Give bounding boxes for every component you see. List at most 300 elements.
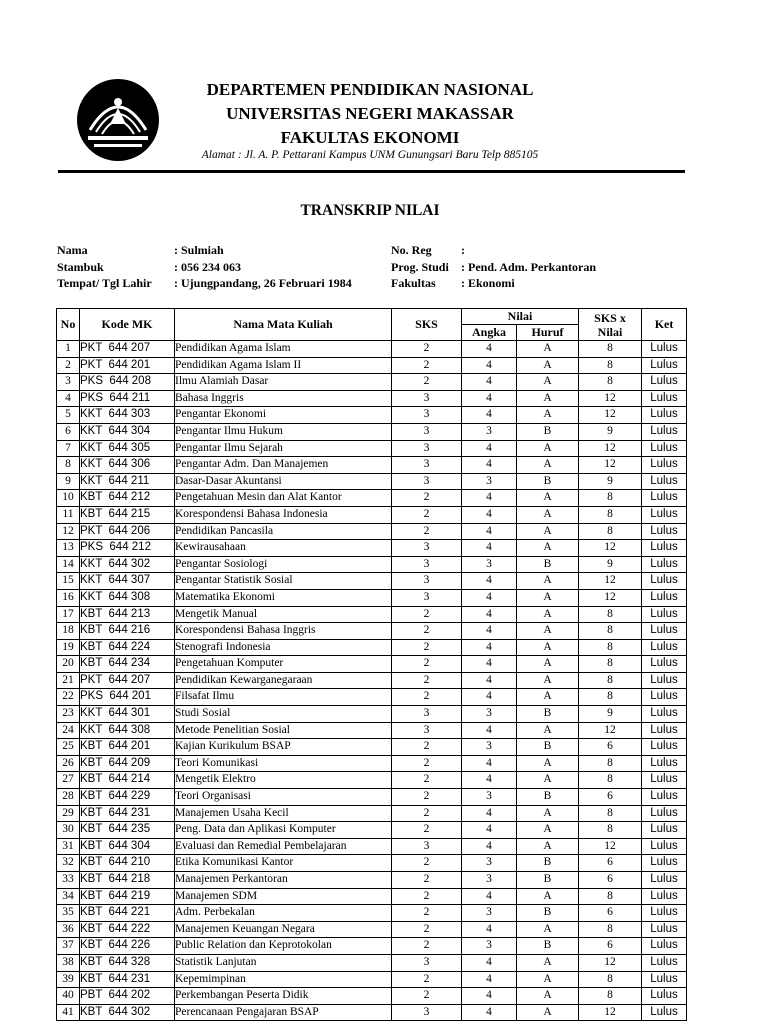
cell-no: 15 xyxy=(57,573,80,590)
cell-angka: 4 xyxy=(462,672,517,689)
cell-no: 12 xyxy=(57,523,80,540)
cell-kode: KKT 644 301 xyxy=(80,706,175,723)
cell-ket: Lulus xyxy=(642,971,687,988)
cell-nama: Korespondensi Bahasa Indonesia xyxy=(175,506,392,523)
cell-angka: 4 xyxy=(462,573,517,590)
cell-sksx-nilai: 9 xyxy=(579,556,642,573)
cell-nama: Kewirausahaan xyxy=(175,540,392,557)
cell-huruf: A xyxy=(517,1004,579,1021)
cell-angka: 4 xyxy=(462,689,517,706)
header-university: UNIVERSITAS NEGERI MAKASSAR xyxy=(226,104,514,123)
cell-sks: 3 xyxy=(392,423,462,440)
cell-sks: 2 xyxy=(392,523,462,540)
cell-no: 31 xyxy=(57,838,80,855)
cell-kode: KKT 644 304 xyxy=(80,423,175,440)
cell-nama: Adm. Perbekalan xyxy=(175,905,392,922)
cell-kode: KKT 644 302 xyxy=(80,556,175,573)
cell-huruf: A xyxy=(517,540,579,557)
cell-kode: KBT 644 212 xyxy=(80,490,175,507)
cell-ket: Lulus xyxy=(642,672,687,689)
cell-sksx-nilai: 6 xyxy=(579,938,642,955)
table-row xyxy=(57,755,687,772)
cell-sksx-nilai: 8 xyxy=(579,523,642,540)
cell-nama: Pengantar Ekonomi xyxy=(175,407,392,424)
cell-huruf: B xyxy=(517,905,579,922)
cell-kode: KBT 644 201 xyxy=(80,739,175,756)
table-row xyxy=(57,656,687,673)
cell-no: 38 xyxy=(57,954,80,971)
cell-ket: Lulus xyxy=(642,457,687,474)
col-header-kode: Kode MK xyxy=(80,309,175,341)
cell-nama: Kajian Kurikulum BSAP xyxy=(175,739,392,756)
cell-ket: Lulus xyxy=(642,755,687,772)
cell-ket: Lulus xyxy=(642,805,687,822)
table-row xyxy=(57,357,687,374)
cell-ket: Lulus xyxy=(642,639,687,656)
cell-kode: KBT 644 231 xyxy=(80,971,175,988)
cell-sks: 3 xyxy=(392,1004,462,1021)
cell-angka: 4 xyxy=(462,805,517,822)
label-noreg: No. Reg xyxy=(391,243,432,257)
cell-ket: Lulus xyxy=(642,357,687,374)
table-row xyxy=(57,606,687,623)
cell-ket: Lulus xyxy=(642,423,687,440)
table-row xyxy=(57,341,687,358)
cell-no: 29 xyxy=(57,805,80,822)
cell-ket: Lulus xyxy=(642,490,687,507)
cell-huruf: B xyxy=(517,872,579,889)
table-row xyxy=(57,722,687,739)
cell-huruf: A xyxy=(517,639,579,656)
table-row xyxy=(57,423,687,440)
cell-angka: 4 xyxy=(462,357,517,374)
cell-kode: KKT 644 305 xyxy=(80,440,175,457)
cell-kode: PKT 644 206 xyxy=(80,523,175,540)
cell-kode: KBT 644 224 xyxy=(80,639,175,656)
cell-no: 34 xyxy=(57,888,80,905)
cell-ket: Lulus xyxy=(642,623,687,640)
cell-nama: Manajemen Keuangan Negara xyxy=(175,921,392,938)
cell-ket: Lulus xyxy=(642,407,687,424)
cell-kode: KKT 644 308 xyxy=(80,722,175,739)
cell-sks: 2 xyxy=(392,872,462,889)
cell-no: 7 xyxy=(57,440,80,457)
table-row xyxy=(57,805,687,822)
col-header-sks: SKS xyxy=(392,309,462,341)
cell-huruf: A xyxy=(517,805,579,822)
cell-huruf: A xyxy=(517,954,579,971)
cell-nama: Perkembangan Peserta Didik xyxy=(175,988,392,1005)
cell-huruf: A xyxy=(517,490,579,507)
cell-nama: Pengantar Statistik Sosial xyxy=(175,573,392,590)
cell-angka: 4 xyxy=(462,390,517,407)
cell-sks: 3 xyxy=(392,838,462,855)
cell-sks: 2 xyxy=(392,921,462,938)
col-header-nilai2: Nilai xyxy=(597,324,623,339)
cell-no: 14 xyxy=(57,556,80,573)
cell-huruf: A xyxy=(517,772,579,789)
col-header-angka: Angka xyxy=(462,325,517,341)
cell-nama: Statistik Lanjutan xyxy=(175,954,392,971)
table-row xyxy=(57,457,687,474)
value-noreg: : xyxy=(461,243,465,257)
cell-kode: PKS 644 212 xyxy=(80,540,175,557)
header-faculty: FAKULTAS EKONOMI xyxy=(280,128,460,147)
cell-no: 30 xyxy=(57,822,80,839)
cell-ket: Lulus xyxy=(642,440,687,457)
cell-ket: Lulus xyxy=(642,772,687,789)
cell-kode: PKS 644 211 xyxy=(80,390,175,407)
cell-ket: Lulus xyxy=(642,1004,687,1021)
cell-huruf: A xyxy=(517,672,579,689)
col-header-no: No xyxy=(57,309,80,341)
cell-sks: 2 xyxy=(392,689,462,706)
cell-kode: PBT 644 202 xyxy=(80,988,175,1005)
cell-sksx-nilai: 8 xyxy=(579,490,642,507)
cell-huruf: A xyxy=(517,988,579,1005)
cell-no: 27 xyxy=(57,772,80,789)
cell-sks: 2 xyxy=(392,656,462,673)
cell-kode: PKT 644 207 xyxy=(80,672,175,689)
cell-nama: Peng. Data dan Aplikasi Komputer xyxy=(175,822,392,839)
cell-sksx-nilai: 12 xyxy=(579,838,642,855)
cell-nama: Mengetik Elektro xyxy=(175,772,392,789)
cell-kode: KBT 644 231 xyxy=(80,805,175,822)
cell-kode: KBT 644 304 xyxy=(80,838,175,855)
cell-kode: KKT 644 307 xyxy=(80,573,175,590)
cell-angka: 3 xyxy=(462,739,517,756)
cell-nama: Pengetahuan Komputer xyxy=(175,656,392,673)
cell-nama: Korespondensi Bahasa Inggris xyxy=(175,623,392,640)
col-header-huruf: Huruf xyxy=(517,325,579,341)
cell-sksx-nilai: 8 xyxy=(579,506,642,523)
cell-sksx-nilai: 8 xyxy=(579,988,642,1005)
cell-sks: 2 xyxy=(392,374,462,391)
cell-angka: 4 xyxy=(462,457,517,474)
cell-sksx-nilai: 6 xyxy=(579,872,642,889)
cell-kode: KBT 644 235 xyxy=(80,822,175,839)
table-row xyxy=(57,374,687,391)
table-row xyxy=(57,523,687,540)
table-row xyxy=(57,573,687,590)
cell-angka: 3 xyxy=(462,556,517,573)
cell-sksx-nilai: 12 xyxy=(579,954,642,971)
cell-huruf: A xyxy=(517,838,579,855)
cell-huruf: A xyxy=(517,656,579,673)
value-nama: : Sulmiah xyxy=(174,243,224,257)
cell-nama: Evaluasi dan Remedial Pembelajaran xyxy=(175,838,392,855)
cell-huruf: A xyxy=(517,589,579,606)
cell-sksx-nilai: 12 xyxy=(579,573,642,590)
cell-nama: Perencanaan Pengajaran BSAP xyxy=(175,1004,392,1021)
student-right-values xyxy=(461,242,596,292)
cell-sks: 3 xyxy=(392,573,462,590)
cell-sks: 2 xyxy=(392,805,462,822)
cell-nama: Teori Komunikasi xyxy=(175,755,392,772)
cell-sksx-nilai: 12 xyxy=(579,457,642,474)
cell-nama: Manajemen SDM xyxy=(175,888,392,905)
table-row xyxy=(57,789,687,806)
header-department: DEPARTEMEN PENDIDIKAN NASIONAL xyxy=(206,80,534,99)
cell-sks: 3 xyxy=(392,407,462,424)
col-header-nama: Nama Mata Kuliah xyxy=(175,309,392,341)
cell-sks: 3 xyxy=(392,390,462,407)
cell-ket: Lulus xyxy=(642,341,687,358)
cell-sks: 3 xyxy=(392,722,462,739)
cell-ket: Lulus xyxy=(642,390,687,407)
table-row xyxy=(57,540,687,557)
cell-nama: Pengetahuan Mesin dan Alat Kantor xyxy=(175,490,392,507)
cell-kode: KBT 644 302 xyxy=(80,1004,175,1021)
table-row xyxy=(57,938,687,955)
cell-kode: KBT 644 218 xyxy=(80,872,175,889)
cell-sksx-nilai: 12 xyxy=(579,722,642,739)
cell-sksx-nilai: 8 xyxy=(579,357,642,374)
cell-huruf: B xyxy=(517,473,579,490)
cell-ket: Lulus xyxy=(642,540,687,557)
cell-huruf: A xyxy=(517,921,579,938)
cell-nama: Studi Sosial xyxy=(175,706,392,723)
cell-ket: Lulus xyxy=(642,722,687,739)
col-header-sksx: SKS x xyxy=(594,310,626,325)
cell-sks: 3 xyxy=(392,589,462,606)
col-header-sksx-nilai xyxy=(579,309,642,341)
cell-angka: 4 xyxy=(462,639,517,656)
cell-sks: 2 xyxy=(392,506,462,523)
cell-sksx-nilai: 12 xyxy=(579,1004,642,1021)
cell-sksx-nilai: 6 xyxy=(579,789,642,806)
cell-nama: Matematika Ekonomi xyxy=(175,589,392,606)
value-ttl: : Ujungpandang, 26 Februari 1984 xyxy=(174,276,352,290)
cell-sks: 2 xyxy=(392,739,462,756)
cell-sks: 3 xyxy=(392,706,462,723)
cell-nama: Mengetik Manual xyxy=(175,606,392,623)
cell-nama: Teori Organisasi xyxy=(175,789,392,806)
col-header-ket: Ket xyxy=(642,309,687,341)
cell-angka: 4 xyxy=(462,988,517,1005)
table-row xyxy=(57,390,687,407)
cell-kode: KBT 644 210 xyxy=(80,855,175,872)
cell-sks: 2 xyxy=(392,639,462,656)
value-prodi: : Pend. Adm. Perkantoran xyxy=(461,259,596,274)
cell-ket: Lulus xyxy=(642,905,687,922)
cell-sks: 2 xyxy=(392,341,462,358)
cell-kode: KBT 644 219 xyxy=(80,888,175,905)
cell-sksx-nilai: 8 xyxy=(579,656,642,673)
cell-angka: 4 xyxy=(462,1004,517,1021)
cell-nama: Dasar-Dasar Akuntansi xyxy=(175,473,392,490)
cell-huruf: A xyxy=(517,374,579,391)
cell-no: 20 xyxy=(57,656,80,673)
cell-angka: 3 xyxy=(462,789,517,806)
cell-nama: Pendidikan Agama Islam xyxy=(175,341,392,358)
cell-sks: 2 xyxy=(392,971,462,988)
cell-no: 32 xyxy=(57,855,80,872)
cell-nama: Etika Komunikasi Kantor xyxy=(175,855,392,872)
cell-angka: 4 xyxy=(462,971,517,988)
cell-angka: 3 xyxy=(462,706,517,723)
cell-kode: KBT 644 229 xyxy=(80,789,175,806)
table-row xyxy=(57,855,687,872)
value-stambuk: : 056 234 063 xyxy=(174,259,241,274)
cell-sksx-nilai: 8 xyxy=(579,755,642,772)
table-row xyxy=(57,971,687,988)
cell-angka: 4 xyxy=(462,888,517,905)
cell-no: 5 xyxy=(57,407,80,424)
table-row xyxy=(57,921,687,938)
table-row xyxy=(57,407,687,424)
cell-no: 16 xyxy=(57,589,80,606)
cell-nama: Kepemimpinan xyxy=(175,971,392,988)
cell-no: 22 xyxy=(57,689,80,706)
table-row xyxy=(57,1004,687,1021)
cell-sksx-nilai: 12 xyxy=(579,407,642,424)
cell-ket: Lulus xyxy=(642,589,687,606)
cell-sksx-nilai: 8 xyxy=(579,374,642,391)
cell-kode: PKS 644 208 xyxy=(80,374,175,391)
label-fakultas: Fakultas xyxy=(391,276,436,290)
table-row xyxy=(57,639,687,656)
cell-huruf: A xyxy=(517,390,579,407)
cell-sksx-nilai: 8 xyxy=(579,888,642,905)
cell-ket: Lulus xyxy=(642,988,687,1005)
table-row xyxy=(57,739,687,756)
cell-sksx-nilai: 6 xyxy=(579,855,642,872)
cell-sks: 2 xyxy=(392,988,462,1005)
table-row xyxy=(57,672,687,689)
cell-sks: 3 xyxy=(392,954,462,971)
cell-huruf: A xyxy=(517,457,579,474)
label-stambuk: Stambuk xyxy=(57,259,104,274)
cell-angka: 4 xyxy=(462,523,517,540)
cell-huruf: A xyxy=(517,755,579,772)
table-row xyxy=(57,905,687,922)
table-row xyxy=(57,838,687,855)
table-row xyxy=(57,623,687,640)
cell-huruf: B xyxy=(517,938,579,955)
cell-ket: Lulus xyxy=(642,739,687,756)
cell-ket: Lulus xyxy=(642,374,687,391)
cell-ket: Lulus xyxy=(642,606,687,623)
cell-sksx-nilai: 6 xyxy=(579,905,642,922)
cell-angka: 4 xyxy=(462,822,517,839)
cell-sks: 2 xyxy=(392,357,462,374)
cell-huruf: B xyxy=(517,855,579,872)
cell-nama: Pendidikan Pancasila xyxy=(175,523,392,540)
cell-huruf: B xyxy=(517,706,579,723)
cell-huruf: A xyxy=(517,606,579,623)
cell-kode: KKT 644 211 xyxy=(80,473,175,490)
cell-nama: Pengantar Adm. Dan Manajemen xyxy=(175,457,392,474)
cell-no: 40 xyxy=(57,988,80,1005)
cell-angka: 4 xyxy=(462,506,517,523)
cell-huruf: A xyxy=(517,407,579,424)
table-row xyxy=(57,706,687,723)
cell-angka: 4 xyxy=(462,341,517,358)
cell-kode: KBT 644 214 xyxy=(80,772,175,789)
cell-sksx-nilai: 8 xyxy=(579,672,642,689)
cell-angka: 4 xyxy=(462,838,517,855)
label-nama: Nama xyxy=(57,243,88,257)
cell-sksx-nilai: 6 xyxy=(579,739,642,756)
cell-sksx-nilai: 12 xyxy=(579,390,642,407)
cell-angka: 3 xyxy=(462,423,517,440)
cell-kode: PKS 644 201 xyxy=(80,689,175,706)
cell-ket: Lulus xyxy=(642,954,687,971)
cell-ket: Lulus xyxy=(642,556,687,573)
table-row xyxy=(57,954,687,971)
student-right-labels xyxy=(391,242,449,292)
cell-ket: Lulus xyxy=(642,656,687,673)
cell-sks: 2 xyxy=(392,606,462,623)
cell-kode: KBT 644 234 xyxy=(80,656,175,673)
cell-huruf: A xyxy=(517,506,579,523)
cell-no: 28 xyxy=(57,789,80,806)
cell-no: 4 xyxy=(57,390,80,407)
cell-huruf: A xyxy=(517,722,579,739)
cell-sks: 3 xyxy=(392,556,462,573)
table-row xyxy=(57,473,687,490)
table-row xyxy=(57,988,687,1005)
cell-huruf: A xyxy=(517,523,579,540)
cell-sksx-nilai: 8 xyxy=(579,921,642,938)
cell-no: 26 xyxy=(57,755,80,772)
cell-huruf: B xyxy=(517,789,579,806)
cell-kode: KBT 644 226 xyxy=(80,938,175,955)
table-row xyxy=(57,689,687,706)
cell-no: 10 xyxy=(57,490,80,507)
cell-sks: 2 xyxy=(392,822,462,839)
document-title: TRANSKRIP NILAI xyxy=(300,202,440,219)
table-row xyxy=(57,506,687,523)
cell-angka: 4 xyxy=(462,623,517,640)
cell-angka: 4 xyxy=(462,490,517,507)
cell-nama: Pendidikan Agama Islam II xyxy=(175,357,392,374)
cell-sksx-nilai: 9 xyxy=(579,423,642,440)
cell-kode: KBT 644 328 xyxy=(80,954,175,971)
cell-sks: 2 xyxy=(392,623,462,640)
cell-no: 11 xyxy=(57,506,80,523)
cell-angka: 4 xyxy=(462,374,517,391)
cell-kode: KKT 644 308 xyxy=(80,589,175,606)
cell-kode: PKT 644 201 xyxy=(80,357,175,374)
cell-sksx-nilai: 12 xyxy=(579,540,642,557)
table-row xyxy=(57,556,687,573)
cell-huruf: A xyxy=(517,573,579,590)
cell-sks: 2 xyxy=(392,855,462,872)
cell-nama: Public Relation dan Keprotokolan xyxy=(175,938,392,955)
cell-huruf: A xyxy=(517,357,579,374)
cell-sks: 3 xyxy=(392,457,462,474)
cell-ket: Lulus xyxy=(642,706,687,723)
label-prodi: Prog. Studi xyxy=(391,259,449,274)
cell-no: 2 xyxy=(57,357,80,374)
cell-angka: 3 xyxy=(462,872,517,889)
cell-no: 35 xyxy=(57,905,80,922)
cell-nama: Manajemen Perkantoran xyxy=(175,872,392,889)
cell-sksx-nilai: 8 xyxy=(579,772,642,789)
cell-ket: Lulus xyxy=(642,855,687,872)
cell-no: 25 xyxy=(57,739,80,756)
cell-no: 13 xyxy=(57,540,80,557)
cell-sksx-nilai: 8 xyxy=(579,971,642,988)
table-row xyxy=(57,490,687,507)
student-left-labels xyxy=(57,242,152,292)
cell-ket: Lulus xyxy=(642,473,687,490)
cell-huruf: A xyxy=(517,689,579,706)
cell-sksx-nilai: 8 xyxy=(579,639,642,656)
cell-ket: Lulus xyxy=(642,506,687,523)
